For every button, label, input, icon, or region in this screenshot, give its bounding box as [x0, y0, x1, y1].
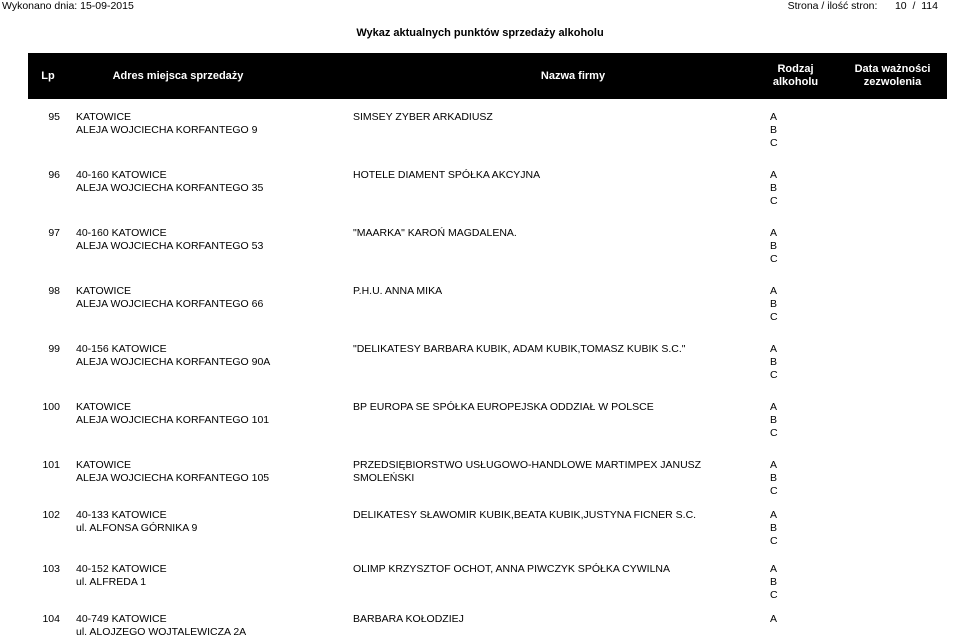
row-address — [76, 227, 336, 253]
page-counter-label: Strona / ilość stron: — [787, 0, 878, 12]
header-valid-date-line1: Data ważności — [854, 63, 931, 75]
row-address-line2: ALEJA WOJCIECHA KORFANTEGO 105 — [76, 472, 270, 484]
row-type-c: C — [770, 195, 778, 207]
document-title: Wykaz aktualnych punktów sprzedaży alkoholu — [356, 27, 604, 39]
row-alcohol-types — [770, 343, 810, 382]
row-lp: 100 — [42, 401, 60, 413]
row-address-line2: ul. ALFREDA 1 — [76, 576, 147, 588]
row-type-a: A — [770, 509, 778, 521]
row-firm-line1: OLIMP KRZYSZTOF OCHOT, ANNA PIWCZYK SPÓŁKA CYWILNA — [353, 563, 671, 575]
row-firm-line1: HOTELE DIAMENT SPÓŁKA AKCYJNA — [353, 169, 541, 181]
row-type-c: C — [770, 589, 778, 601]
row-type-a: A — [770, 285, 778, 297]
row-address — [76, 509, 336, 535]
row-type-a: A — [770, 169, 778, 181]
row-lp: 103 — [42, 563, 60, 575]
header-address: Adres miejsca sprzedaży — [112, 69, 244, 82]
print-date: Wykonano dnia: 15-09-2015 — [2, 0, 134, 12]
row-address-line2: ALEJA WOJCIECHA KORFANTEGO 35 — [76, 182, 264, 194]
row-address-line2: ALEJA WOJCIECHA KORFANTEGO 53 — [76, 240, 264, 252]
row-type-a: A — [770, 343, 778, 355]
row-address-line1: 40-160 KATOWICE — [76, 227, 167, 239]
page-number: 10 — [894, 0, 907, 12]
table-row — [0, 111, 960, 169]
table-row — [0, 613, 960, 639]
header-alcohol-type — [758, 53, 833, 99]
row-alcohol-types — [770, 169, 810, 208]
row-type-b: B — [770, 182, 778, 194]
row-type-b: B — [770, 298, 778, 310]
table-row — [0, 401, 960, 459]
page-top-bar — [0, 0, 960, 14]
row-type-c: C — [770, 137, 778, 149]
row-firm — [353, 169, 713, 182]
row-alcohol-types — [770, 459, 810, 498]
table-row — [0, 343, 960, 401]
row-address-line2: ALEJA WOJCIECHA KORFANTEGO 101 — [76, 414, 270, 426]
row-firm-line1: DELIKATESY SŁAWOMIR KUBIK,BEATA KUBIK,JUSTYNA FICNER S.C. — [353, 509, 697, 521]
row-type-c: C — [770, 253, 778, 265]
row-address-line1: KATOWICE — [76, 459, 132, 471]
row-type-c: C — [770, 369, 778, 381]
header-valid-date-line2: zezwolenia — [863, 76, 922, 88]
row-address — [76, 343, 336, 369]
row-type-b: B — [770, 576, 778, 588]
row-type-b: B — [770, 124, 778, 136]
row-address — [76, 563, 336, 589]
row-firm — [353, 343, 713, 356]
header-firm: Nazwa firmy — [540, 69, 606, 82]
row-firm-line1: SIMSEY ZYBER ARKADIUSZ — [353, 111, 493, 123]
row-alcohol-types — [770, 401, 810, 440]
row-address-line1: KATOWICE — [76, 111, 132, 123]
row-address-line1: 40-156 KATOWICE — [76, 343, 167, 355]
row-firm — [353, 509, 713, 522]
row-firm — [353, 613, 713, 626]
row-alcohol-types — [770, 563, 810, 602]
row-firm-line2: SMOLEŃSKI — [353, 472, 415, 484]
row-type-b: B — [770, 522, 778, 534]
row-type-a: A — [770, 613, 778, 625]
row-address-line1: 40-749 KATOWICE — [76, 613, 167, 625]
row-address-line2: ul. ALOJZEGO WOJTALEWICZA 2A — [76, 626, 247, 638]
row-lp: 95 — [48, 111, 60, 123]
row-address — [76, 401, 336, 427]
page-counter — [788, 0, 938, 12]
row-type-c: C — [770, 427, 778, 439]
row-firm-line1: PRZEDSIĘBIORSTWO USŁUGOWO-HANDLOWE MARTIMPEX JANUSZ — [353, 459, 702, 471]
row-type-c: C — [770, 311, 778, 323]
row-address — [76, 613, 336, 639]
row-alcohol-types — [770, 509, 810, 548]
row-address-line1: 40-152 KATOWICE — [76, 563, 167, 575]
row-lp: 101 — [42, 459, 60, 471]
row-lp: 99 — [48, 343, 60, 355]
header-valid-date — [838, 53, 947, 99]
row-type-b: B — [770, 356, 778, 368]
row-firm — [353, 401, 713, 414]
page-separator: / — [912, 0, 916, 12]
header-lp: Lp — [41, 69, 55, 82]
row-alcohol-types — [770, 613, 810, 626]
row-type-a: A — [770, 459, 778, 471]
row-firm — [353, 227, 713, 240]
table-row — [0, 509, 960, 567]
row-address-line2: ALEJA WOJCIECHA KORFANTEGO 66 — [76, 298, 264, 310]
row-address — [76, 285, 336, 311]
row-address-line1: KATOWICE — [76, 401, 132, 413]
row-type-b: B — [770, 240, 778, 252]
page-total: 114 — [921, 0, 938, 12]
row-alcohol-types — [770, 111, 810, 150]
row-firm-line1: BP EUROPA SE SPÓŁKA EUROPEJSKA ODDZIAŁ W POLSCE — [353, 401, 654, 413]
table-row — [0, 285, 960, 343]
row-type-a: A — [770, 227, 778, 239]
row-firm — [353, 111, 713, 124]
table-row — [0, 227, 960, 285]
row-firm — [353, 563, 713, 576]
row-firm-line1: BARBARA KOŁODZIEJ — [353, 613, 464, 625]
row-address-line2: ALEJA WOJCIECHA KORFANTEGO 9 — [76, 124, 258, 136]
table-header — [28, 53, 947, 99]
row-lp: 96 — [48, 169, 60, 181]
row-firm-line1: "DELIKATESY BARBARA KUBIK, ADAM KUBIK,TOMASZ KUBIK S.C." — [353, 343, 686, 355]
row-lp: 98 — [48, 285, 60, 297]
row-type-c: C — [770, 535, 778, 547]
header-alcohol-type-line1: Rodzaj — [777, 63, 814, 75]
row-lp: 97 — [48, 227, 60, 239]
row-type-b: B — [770, 472, 778, 484]
row-address-line1: KATOWICE — [76, 285, 132, 297]
row-alcohol-types — [770, 285, 810, 324]
row-address-line2: ALEJA WOJCIECHA KORFANTEGO 90A — [76, 356, 271, 368]
row-firm-line1: "MAARKA" KAROŃ MAGDALENA. — [353, 227, 517, 239]
header-alcohol-type-line2: alkoholu — [772, 76, 819, 88]
row-address-line1: 40-133 KATOWICE — [76, 509, 167, 521]
row-lp: 104 — [42, 613, 60, 625]
row-firm — [353, 285, 713, 298]
table-row — [0, 169, 960, 227]
row-type-a: A — [770, 111, 778, 123]
row-type-a: A — [770, 401, 778, 413]
row-firm-line1: P.H.U. ANNA MIKA — [353, 285, 443, 297]
row-address — [76, 169, 336, 195]
row-address — [76, 459, 336, 485]
row-alcohol-types — [770, 227, 810, 266]
row-type-c: C — [770, 485, 778, 497]
row-lp: 102 — [42, 509, 60, 521]
row-address-line1: 40-160 KATOWICE — [76, 169, 167, 181]
row-type-b: B — [770, 414, 778, 426]
row-firm — [353, 459, 713, 485]
row-address — [76, 111, 336, 137]
row-type-a: A — [770, 563, 778, 575]
row-address-line2: ul. ALFONSA GÓRNIKA 9 — [76, 522, 198, 534]
